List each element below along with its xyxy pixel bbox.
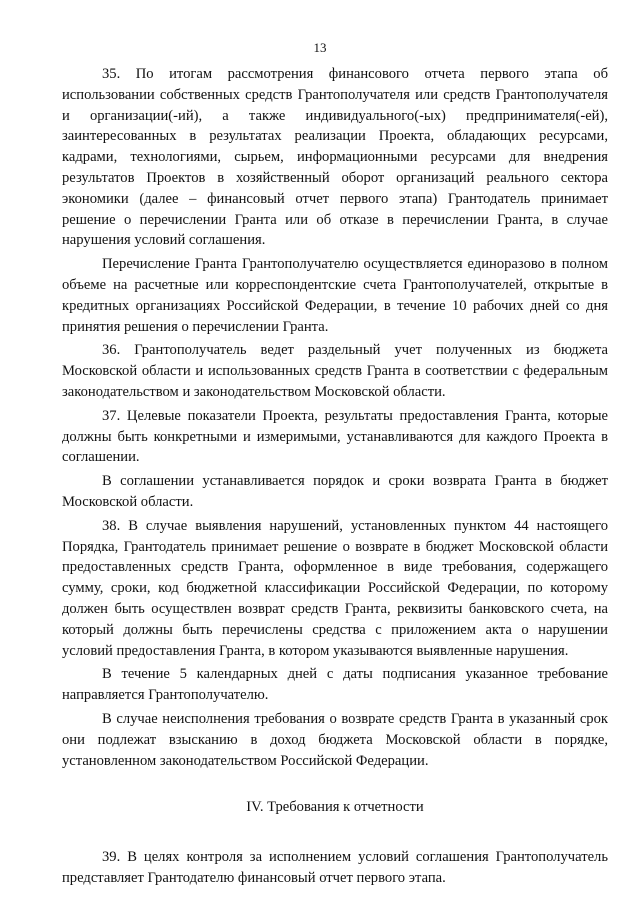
paragraph-35: 35. По итогам рассмотрения финансового отчета первого этапа об использовании собственных средств Грантополучателя или средств Грантополучателя и организации(-ий), а также индивидуального(-ых) предпринимателя(-ей), заинтересованных в результатах реализации Проекта, обладающих ресурсами, кадрами, технологиями, сырьем, информационными ресурсами для внедрения результатов Проектов в хозяйственный оборот организаций реального сектора экономики (далее – финансовый отчет первого этапа) Грантодатель принимает решение о перечислении Гранта или об отказе в перечислении Гранта, в случае нарушения условий соглашения. xyxy=(62,66,608,249)
paragraph-39: 39. В целях контроля за исполнением условий соглашения Грантополучатель представляет Грантодателю финансовый отчет первого этапа. xyxy=(62,849,608,886)
paragraph-37: 37. Целевые показатели Проекта, результаты предоставления Гранта, которые должны быть конкретными и измеримыми, устанавливаются для каждого Проекта в соглашении. xyxy=(62,407,608,466)
paragraph-38-recovery: В случае неисполнения требования о возврате средств Гранта в указанный срок они подлежат взысканию в доход бюджета Московской области в порядке, установленном законодательством Российской Федерации. xyxy=(62,710,608,769)
paragraph-38: 38. В случае выявления нарушений, установленных пунктом 44 настоящего Порядка, Грантодатель принимает решение о возврате в бюджет Московской области предоставленных средств Гранта, оформленное в виде требования, содержащего сумму, сроки, код бюджетной классификации Российской Федерации, по которому должен быть осуществлен возврат средств Гранта, реквизиты банковского счета, на который должны быть перечислены средства с приложением акта о нарушении условий предоставления Гранта, в котором указываются выявленные нарушения. xyxy=(62,517,608,659)
paragraph-38-deadline: В течение 5 календарных дней с даты подписания указанное требование направляется Грантополучателю. xyxy=(62,666,608,704)
page-number: 13 xyxy=(313,40,327,55)
paragraph-35-transfer: Перечисление Гранта Грантополучателю осуществляется единоразово в полном объеме на расчетные или корреспондентские счета Грантополучателей, открытые в кредитных организациях Российской Федерации, в течение 10 рабочих дней со дня принятия решения о перечислении Гранта. xyxy=(62,256,608,335)
paragraph-36: 36. Грантополучатель ведет раздельный учет полученных из бюджета Московской области и использованных средств Гранта в соответствии с федеральным законодательством и законодательством Московской области. xyxy=(62,342,608,400)
section-heading-iv: IV. Требования к отчетности xyxy=(246,799,424,816)
document-body xyxy=(62,64,608,892)
paragraph-37-return-order: В соглашении устанавливается порядок и сроки возврата Гранта в бюджет Московской области. xyxy=(62,473,608,510)
